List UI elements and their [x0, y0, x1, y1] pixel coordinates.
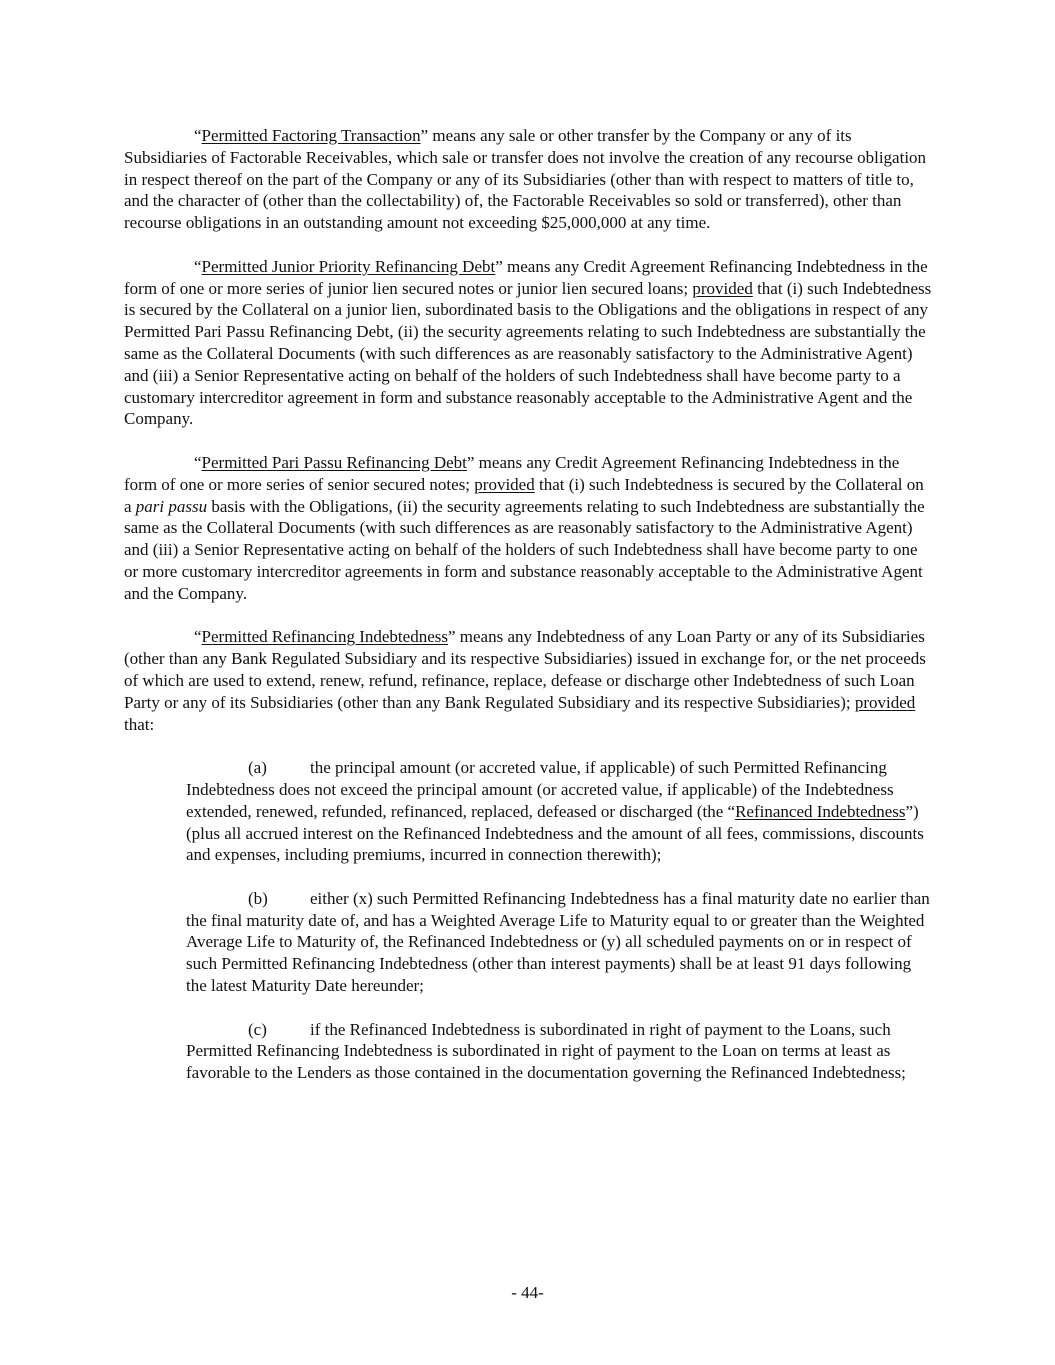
page-number: - 44- [511, 1283, 544, 1302]
definition-text: ” means any sale or other transfer by the Company or any of its Subsidiaries of Factorable Receivables, which sale or transfer does not involve the creation of any recourse obligation in respect thereof on the part of the Company or any of its Subsidiaries (other than with respect to matters of title to, and the character of (other than the collectability) of, the Factorable Receivables so sold or transferred), other than recourse obligations in an outstanding amount not exceeding $25,000,000 at any time. [124, 126, 927, 233]
clause-text: if the Refinanced Indebtedness is subordinated in right of payment to the Loans, such Permitted Refinancing Indebtedness is subordinated in right of payment to the Loan on terms at least as favorable to the Lenders as those contained in the documentation governing the Refinanced Indebtedness; [186, 1019, 906, 1083]
defined-term: Permitted Junior Priority Refinancing Debt [201, 256, 496, 276]
clause-text: the principal amount (or accreted value, if applicable) of such Permitted Refinancing Indebtedness does not exceed the principal amount (or accreted value, if applicable) of the Indebtedness extended, renewed, refunded, refinanced, replaced, defeased or discharged (the “ [186, 758, 894, 821]
clause-b [186, 888, 932, 997]
definition-text: basis with the Obligations, (ii) the security agreements relating to such Indebtedness are substantially the same as the Collateral Documents (with such differences as are reasonably satisfactory to the Administrative Agent) and (iii) a Senior Representative acting on behalf of the holders of such Indebtedness shall have become party to one or more customary intercreditor agreements in form and substance reasonably acceptable to the Administrative Agent and the Company. [124, 496, 925, 603]
definition-text: that (i) such Indebtedness is secured by the Collateral on a junior lien, subordinated basis to the Obligations and the obligations in respect of any Permitted Pari Passu Refinancing Debt, (ii) the security agreements relating to such Indebtedness are substantially the same as the Collateral Documents (with such differences as are reasonably satisfactory to the Administrative Agent) and (iii) a Senior Representative acting on behalf of the holders of such Indebtedness shall have become party to a customary intercreditor agreement in form and substance reasonably acceptable to the Administrative Agent and the Company. [124, 278, 932, 429]
definition-permitted-pari-passu-refinancing-debt [124, 452, 932, 605]
clause-text: ”) (plus all accrued interest on the Refinanced Indebtedness and the amount of all fees, commissions, discounts and expenses, including premiums, incurred in connection therewith); [186, 801, 924, 865]
definition-text: that: [124, 714, 155, 734]
open-quote: “ [194, 256, 202, 276]
definition-permitted-factoring-transaction [124, 125, 932, 234]
open-quote: “ [194, 126, 202, 145]
provided-keyword: provided [854, 692, 916, 712]
clause-label: (a) [248, 758, 267, 778]
italic-phrase: pari passu [135, 496, 208, 516]
definition-text: ” means any Indebtedness of any Loan Party or any of its Subsidiaries (other than any Bank Regulated Subsidiary and its respective Subsidiaries) issued in exchange for, or the net proceeds of which are used to extend, renew, refund, refinance, replace, defease or discharge other Indebtedness of such Loan Party or any of its Subsidiaries (other than any Bank Regulated Subsidiary and its respective Subsidiaries); [124, 627, 926, 712]
clause-label: (c) [248, 1019, 267, 1039]
defined-term: Refinanced Indebtedness [735, 801, 906, 821]
definition-text: ” means any Credit Agreement Refinancing Indebtedness in the form of one or more series of senior secured notes; [124, 452, 900, 494]
definition-text: that (i) such Indebtedness is secured by the Collateral on a [124, 474, 924, 516]
clause-a [186, 757, 932, 866]
clause-text: either (x) such Permitted Refinancing Indebtedness has a final maturity date no earlier than the final maturity date of, and has a Weighted Average Life to Maturity equal to or greater than the Weighted Average Life to Maturity of, the Refinanced Indebtedness or (y) all scheduled payments on or in respect of such Permitted Refinancing Indebtedness (other than interest payments) shall be at least 91 days following the latest Maturity Date hereunder; [186, 888, 930, 996]
provided-keyword: provided [692, 278, 753, 298]
clause-c [186, 1019, 932, 1084]
defined-term: Permitted Refinancing Indebtedness [201, 627, 448, 647]
defined-term: Permitted Pari Passu Refinancing Debt [201, 452, 467, 472]
definition-text: ” means any Credit Agreement Refinancing Indebtedness in the form of one or more series of junior lien secured notes or junior lien secured loans; [124, 256, 928, 298]
defined-term: Permitted Factoring Transaction [201, 126, 421, 145]
open-quote: “ [194, 452, 202, 472]
provided-keyword: provided [474, 474, 535, 494]
clause-label: (b) [248, 888, 268, 908]
document-body [124, 125, 932, 1106]
definition-permitted-refinancing-indebtedness [124, 626, 932, 735]
definition-permitted-junior-priority-refinancing-debt [124, 256, 932, 430]
open-quote: “ [194, 627, 202, 647]
